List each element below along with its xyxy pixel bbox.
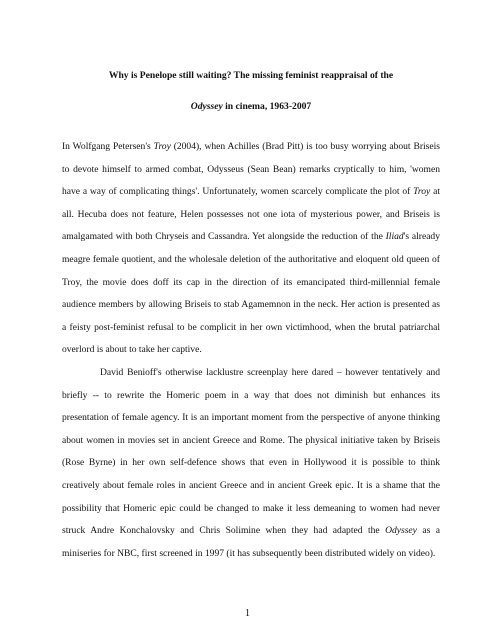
paragraph-2-text: as a miniseries for NBC, first screened in 1997 (it has subsequently been distributed widely on video). — [62, 525, 441, 559]
title-line-1: Why is Penelope still waiting? The missing feminist reappraisal of the — [108, 70, 394, 81]
document-title — [62, 60, 440, 122]
italic-iliad: Iliad — [385, 231, 404, 243]
paragraph-1-text: 's already meagre female quotient, and the wholesale deletion of the authoritative and eloquent old queen of Troy, the movie does doff its cap in the direction of its emancipated third-millennial female audience members by allowing Briseis to stab Agamemnon in the neck. Her action is presented as a feisty post-feminist refusal to be complicit in her own victimhood, when the brutal patriarchal overlord is about to take her captive. — [62, 231, 440, 356]
title-line-2-rest: in cinema, 1963-2007 — [222, 101, 312, 112]
paragraph-1 — [62, 136, 440, 362]
paragraph-2-text: David Benioff's otherwise lacklustre screenplay here dared – however tentatively and briefly -- to rewrite the Homeric poem in a way that does not diminish but enhances its presentation of female agency. It is an important moment from the perspective of anyone thinking about women in movies set in ancient Greece and Rome. The physical initiative taken by Briseis (Rose Byrne) in her own self-defence shows that even in Hollywood it is possible to think creatively about female roles in ancient Greece and in ancient Greek epic. It is a shame that the possibility that Homeric epic could be changed to make it less demeaning to women had never struck Andre Konchalovsky and Chris Solimine when they had adapted the — [62, 366, 440, 537]
italic-troy: Troy — [153, 141, 171, 152]
body-text — [62, 136, 440, 565]
paragraph-1-text: (2004), when Achilles (Brad Pitt) is too busy worrying about Briseis to devote himself to armed combat, Odysseus (Sean Bean) remarks cryptically to him, 'women have a way of complicating things'. Unfortunately, women scarcely complicate the plot of — [62, 141, 440, 198]
title-line-2 — [62, 91, 440, 122]
title-italic-odyssey: Odyssey — [190, 101, 223, 112]
page-number: 1 — [245, 608, 250, 619]
paragraph-1-text: In Wolfgang Petersen's — [62, 141, 154, 152]
paragraph-1-text: at all. Hecuba does not feature, Helen possesses not one iota of mysterious power, and Briseis is amalgamated with both Chryseis and Cassandra. Yet alongside the reduction of the — [62, 186, 440, 243]
italic-odyssey: Odyssey — [385, 525, 417, 537]
italic-troy: Troy — [413, 186, 431, 198]
paragraph-2 — [62, 362, 440, 565]
